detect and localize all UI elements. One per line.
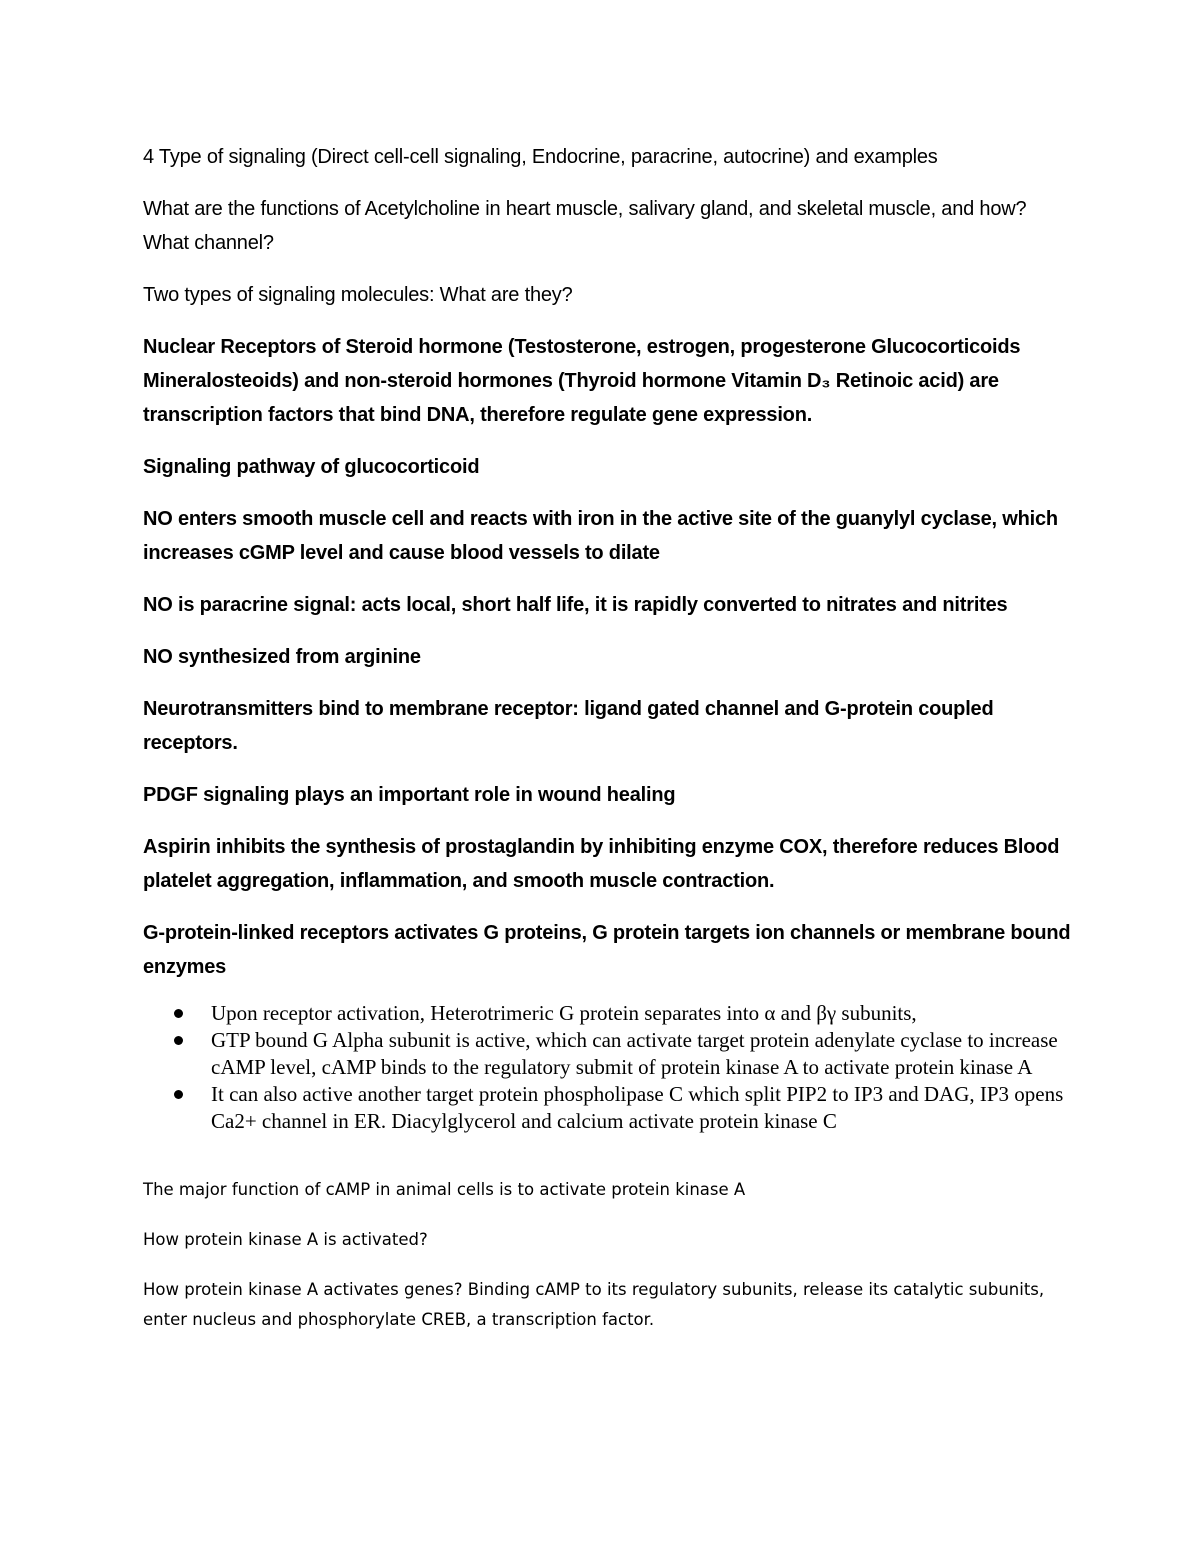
spacer	[143, 1135, 1073, 1175]
list-item	[211, 1027, 1073, 1081]
paragraph-g-protein: G-protein-linked receptors activates G proteins, G protein targets ion channels or membrane bound enzymes	[143, 922, 1071, 978]
paragraph-camp-function: The major function of cAMP in animal cells is to activate protein kinase A	[143, 1180, 746, 1199]
paragraph-nuclear-receptors: Nuclear Receptors of Steroid hormone (Testosterone, estrogen, progesterone Glucocorticoids Mineralosteoids) and non-steroid hormones (Thyroid hormone Vitamin D₃ Retinoic acid) are transcription factors that bind DNA, therefore regulate gene expression.	[143, 336, 1021, 426]
document-body	[143, 140, 1073, 1355]
paragraph-neurotransmitters: Neurotransmitters bind to membrane receptor: ligand gated channel and G-protein coupled receptors.	[143, 698, 994, 754]
bullet-text: Upon receptor activation, Heterotrimeric G protein separates into α and βγ subunits,	[211, 1001, 917, 1025]
paragraph-no-paracrine: NO is paracrine signal: acts local, short half life, it is rapidly converted to nitrates and nitrites	[143, 594, 1008, 616]
paragraph-no-arginine: NO synthesized from arginine	[143, 646, 421, 668]
paragraph-pka-genes: How protein kinase A activates genes? Binding cAMP to its regulatory subunits, release its catalytic subunits, enter nucleus and phosphorylate CREB, a transcription factor.	[143, 1280, 1045, 1329]
list-item	[211, 1000, 1073, 1027]
bullet-icon	[174, 1036, 183, 1045]
bullet-text: It can also active another target protein phospholipase C which split PIP2 to IP3 and DAG, IP3 opens Ca2+ channel in ER. Diacylglycerol and calcium activate protein kinase C	[211, 1082, 1064, 1133]
paragraph-glucocorticoid: Signaling pathway of glucocorticoid	[143, 456, 480, 478]
bullet-icon	[174, 1009, 183, 1018]
paragraph-aspirin: Aspirin inhibits the synthesis of prostaglandin by inhibiting enzyme COX, therefore reduces Blood platelet aggregation, inflammation, and smooth muscle contraction.	[143, 836, 1060, 892]
paragraph-pka-activation: How protein kinase A is activated?	[143, 1230, 428, 1249]
paragraph-no-smooth-muscle: NO enters smooth muscle cell and reacts with iron in the active site of the guanylyl cyclase, which increases cGMP level and cause blood vessels to dilate	[143, 508, 1058, 564]
bullet-icon	[174, 1090, 183, 1099]
paragraph-signaling-types: 4 Type of signaling (Direct cell-cell signaling, Endocrine, paracrine, autocrine) and examples	[143, 146, 938, 168]
paragraph-pdgf: PDGF signaling plays an important role in wound healing	[143, 784, 676, 806]
bullet-text: GTP bound G Alpha subunit is active, which can activate target protein adenylate cyclase to increase cAMP level, cAMP binds to the regulatory submit of protein kinase A to activate protein kinase A	[211, 1028, 1058, 1079]
list-item	[211, 1081, 1073, 1135]
paragraph-signaling-molecules: Two types of signaling molecules: What are they?	[143, 284, 573, 306]
bullet-list	[143, 1000, 1073, 1135]
paragraph-acetylcholine: What are the functions of Acetylcholine in heart muscle, salivary gland, and skeletal muscle, and how? What channel?	[143, 198, 1027, 254]
